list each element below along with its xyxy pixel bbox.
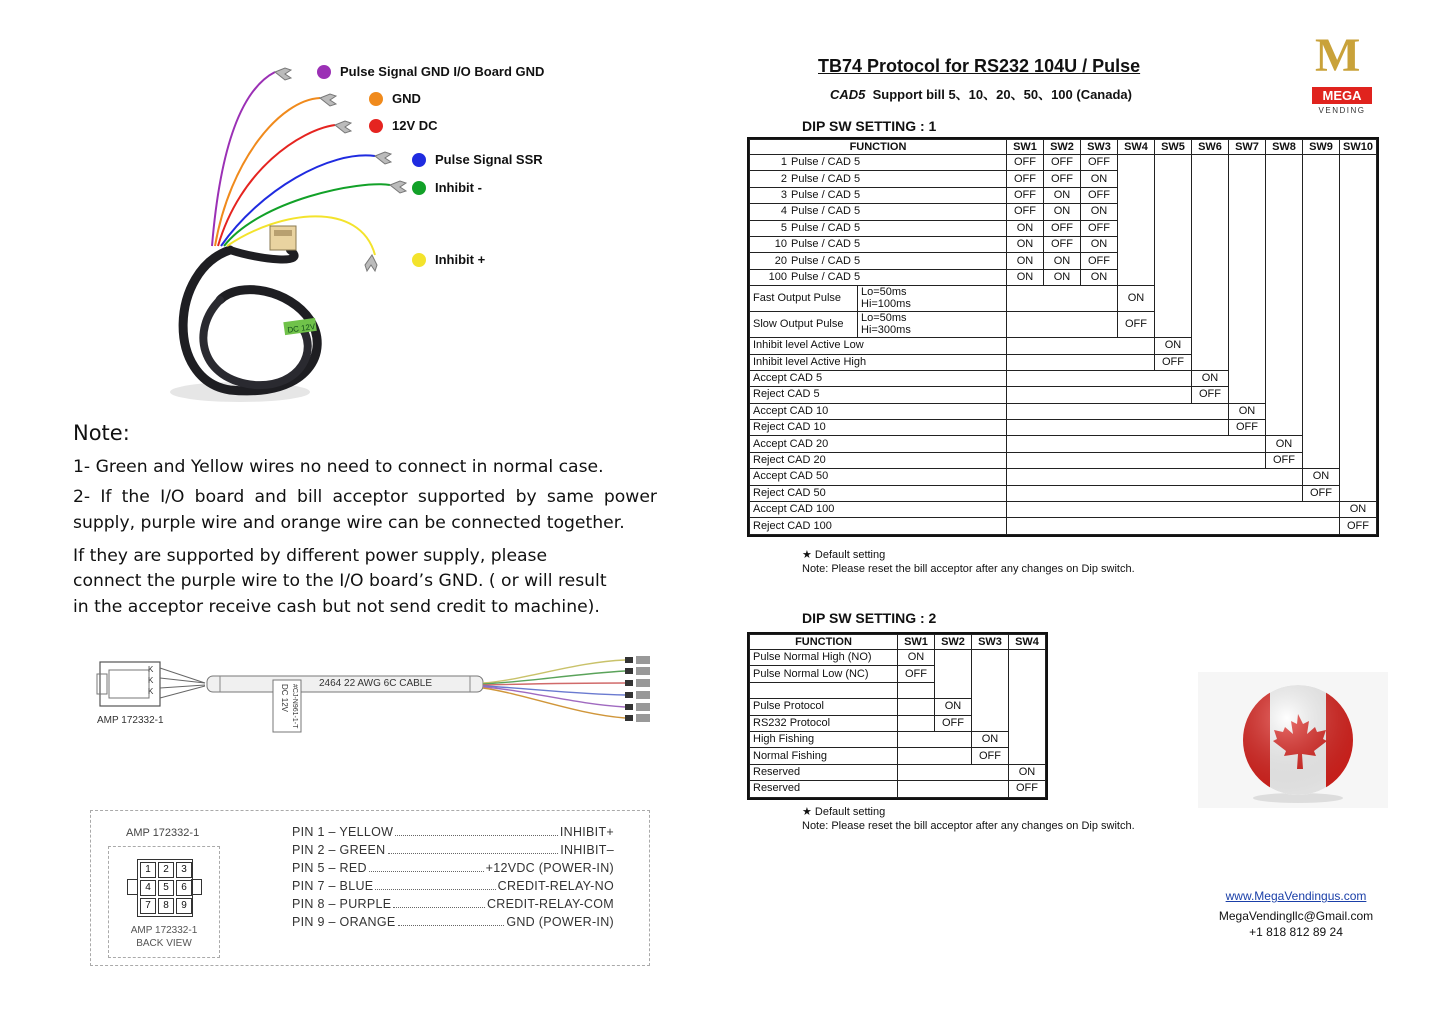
pin-left: PIN 9 – ORANGE bbox=[292, 915, 396, 929]
dip1-function-cell: Reject CAD 100 bbox=[750, 518, 1007, 534]
dip2-blank-cell bbox=[898, 731, 972, 747]
dip1-switch-value: ON bbox=[1266, 436, 1303, 452]
dip2-row bbox=[750, 781, 1046, 797]
dip1-switch-value: ON bbox=[1303, 469, 1340, 485]
dip1-function-cell bbox=[750, 204, 1007, 220]
legend-label: Pulse Signal SSR bbox=[435, 152, 543, 167]
green-dot-icon bbox=[412, 181, 426, 195]
dip1-bill-number: 1 bbox=[780, 156, 787, 169]
note-line-3c: in the acceptor receive cash but not send credit to machine). bbox=[73, 597, 600, 617]
dip2-blank-cell bbox=[898, 781, 1009, 797]
dip2-function-cell: Normal Fishing bbox=[750, 748, 898, 764]
logo-mega: MEGA bbox=[1312, 87, 1372, 104]
cable-drawing bbox=[95, 650, 655, 740]
dip2-row bbox=[750, 748, 1046, 764]
dip2-blank-cell bbox=[1009, 650, 1046, 765]
dip1-switch-value: ON bbox=[1229, 403, 1266, 419]
dip1-switch-value: OFF bbox=[1081, 155, 1118, 171]
website-link[interactable]: www.MegaVendingus.com bbox=[1225, 889, 1367, 903]
dip2-switch-value: ON bbox=[935, 699, 972, 715]
dip1-output-timing bbox=[857, 286, 911, 311]
dip1-output-lo: Lo=50ms bbox=[861, 312, 907, 325]
dip1-switch-value: ON bbox=[1118, 286, 1155, 312]
dip2-switch-value: OFF bbox=[935, 715, 972, 731]
dip2-function-cell: Pulse Normal Low (NC) bbox=[750, 666, 898, 682]
dip1-function-label: Pulse / CAD 5 bbox=[791, 254, 861, 267]
dip1-table bbox=[747, 137, 1379, 537]
blue-dot-icon bbox=[412, 153, 426, 167]
dip2-blank-cell bbox=[898, 748, 972, 764]
dip1-switch-value: OFF bbox=[1340, 518, 1377, 534]
legend-label: Pulse Signal GND I/O Board GND bbox=[340, 64, 545, 79]
pin-right: INHIBIT+ bbox=[559, 825, 614, 839]
dip1-function-cell bbox=[750, 171, 1007, 187]
dip2-function-cell: Reserved bbox=[750, 781, 898, 797]
dip1-header-sw: SW10 bbox=[1340, 140, 1377, 155]
dip1-function-label: Pulse / CAD 5 bbox=[791, 188, 861, 201]
dip2-footnote-default: ★ Default setting bbox=[802, 806, 886, 818]
dip1-switch-value: ON bbox=[1340, 502, 1377, 518]
dip2-row bbox=[750, 764, 1046, 780]
dip2-blank-cell bbox=[972, 650, 1009, 732]
dip1-title: DIP SW SETTING : 1 bbox=[802, 118, 937, 134]
purple-dot-icon bbox=[317, 65, 331, 79]
dip1-function-cell bbox=[750, 187, 1007, 203]
connector-back-view bbox=[108, 846, 220, 958]
note-line-2a: 2- If the I/O board and bill acceptor supported by same power bbox=[73, 487, 657, 507]
dip2-footnote-note: Note: Please reset the bill acceptor after any changes on Dip switch. bbox=[802, 820, 1135, 832]
pin-cell: 6 bbox=[176, 880, 192, 896]
pin-right: INHIBIT– bbox=[560, 843, 614, 857]
dip1-output-label: Fast Output Pulse bbox=[753, 292, 842, 305]
dip1-output-wrap bbox=[753, 286, 1006, 311]
dip1-switch-value: ON bbox=[1192, 370, 1229, 386]
dip1-switch-value: OFF bbox=[1192, 387, 1229, 403]
dip1-single-row bbox=[750, 502, 1377, 518]
dip2-function-cell: Reserved bbox=[750, 764, 898, 780]
dip1-header-sw: SW7 bbox=[1229, 140, 1266, 155]
dip1-bill-number: 10 bbox=[774, 238, 787, 251]
cable-connector-label: AMP 172332-1 bbox=[97, 715, 164, 726]
dip1-switch-value: OFF bbox=[1007, 187, 1044, 203]
dip1-switch-value: OFF bbox=[1044, 220, 1081, 236]
dip1-switch-value: OFF bbox=[1118, 312, 1155, 338]
dip1-bill-number: 3 bbox=[780, 188, 787, 201]
dip1-single-row bbox=[750, 436, 1377, 452]
legend-label: GND bbox=[392, 91, 421, 106]
dip2-header-sw: SW2 bbox=[935, 635, 972, 650]
dip1-blank-cell bbox=[1155, 155, 1192, 338]
dip1-switch-value: ON bbox=[1044, 253, 1081, 269]
dip1-switch-value: ON bbox=[1155, 338, 1192, 354]
contact-block bbox=[1210, 887, 1382, 940]
dip2-header-sw: SW4 bbox=[1009, 635, 1046, 650]
dip2-header-sw: SW3 bbox=[972, 635, 1009, 650]
dip1-function-cell: Reject CAD 20 bbox=[750, 452, 1007, 468]
dip1-single-row bbox=[750, 469, 1377, 485]
mega-vending-logo bbox=[1312, 29, 1372, 116]
dip1-function-cell bbox=[750, 286, 1007, 312]
dip1-function-cell bbox=[750, 269, 1007, 285]
dip1-blank-cell bbox=[1007, 436, 1266, 452]
cable-connector-k-labels bbox=[148, 664, 153, 697]
dip1-single-row bbox=[750, 518, 1377, 534]
dip1-function-cell bbox=[750, 220, 1007, 236]
dip1-blank-cell bbox=[1007, 452, 1266, 468]
dip1-output-timing bbox=[857, 312, 911, 337]
dip1-header-sw: SW6 bbox=[1192, 140, 1229, 155]
dip1-function-label: Pulse / CAD 5 bbox=[791, 221, 861, 234]
cable-spec-label: 2464 22 AWG 6C CABLE bbox=[319, 678, 433, 689]
pin-left: PIN 7 – BLUE bbox=[292, 879, 374, 893]
k-label: K bbox=[148, 665, 154, 674]
dip1-switch-value: OFF bbox=[1007, 155, 1044, 171]
dip1-function-cell: Inhibit level Active High bbox=[750, 354, 1007, 370]
dip2-blank-cell bbox=[898, 715, 935, 731]
canada-flag-icon bbox=[1198, 672, 1388, 808]
dip1-switch-value: ON bbox=[1081, 204, 1118, 220]
dip1-function-cell bbox=[750, 155, 1007, 171]
dip1-function-cell: Accept CAD 10 bbox=[750, 403, 1007, 419]
dip1-bill-number: 5 bbox=[780, 221, 787, 234]
pin-cell: 5 bbox=[158, 880, 174, 896]
dip2-row bbox=[750, 650, 1046, 666]
dip1-footnote-default: ★ Default setting bbox=[802, 549, 886, 561]
dip1-blank-cell bbox=[1118, 155, 1155, 286]
legend-item-orange bbox=[369, 91, 421, 106]
dip2-row bbox=[750, 731, 1046, 747]
pin-cell: 8 bbox=[158, 898, 174, 914]
back-view-label-2: BACK VIEW bbox=[136, 938, 192, 949]
dip1-switch-value: OFF bbox=[1081, 253, 1118, 269]
pin-left: PIN 1 – YELLOW bbox=[292, 825, 394, 839]
pin-left: PIN 8 – PURPLE bbox=[292, 897, 392, 911]
dip1-output-hi: Hi=100ms bbox=[861, 298, 911, 311]
dip1-switch-value: OFF bbox=[1044, 155, 1081, 171]
dip1-function-label: Pulse / CAD 5 bbox=[791, 205, 861, 218]
dip1-blank-cell bbox=[1007, 469, 1303, 485]
dip1-header-sw: SW3 bbox=[1081, 140, 1118, 155]
dip2-blank-cell bbox=[898, 764, 1009, 780]
dip1-switch-value: ON bbox=[1007, 269, 1044, 285]
dip1-footnote-note: Note: Please reset the bill acceptor after any changes on Dip switch. bbox=[802, 563, 1135, 575]
dip1-blank-cell bbox=[1266, 155, 1303, 436]
dip1-header-sw: SW9 bbox=[1303, 140, 1340, 155]
dip1-switch-value: ON bbox=[1081, 236, 1118, 252]
yellow-dot-icon bbox=[412, 253, 426, 267]
dip1-switch-value: OFF bbox=[1007, 171, 1044, 187]
dip1-blank-cell bbox=[1007, 286, 1118, 312]
dip1-function-cell: Inhibit level Active Low bbox=[750, 338, 1007, 354]
dip1-switch-value: ON bbox=[1007, 236, 1044, 252]
dip1-function-cell bbox=[750, 236, 1007, 252]
dip2-title: DIP SW SETTING : 2 bbox=[802, 610, 937, 626]
dip1-blank-cell bbox=[1007, 485, 1303, 501]
dip2-switch-value: OFF bbox=[1009, 781, 1046, 797]
dip1-switch-value: ON bbox=[1007, 220, 1044, 236]
dip1-function-label: Pulse / CAD 5 bbox=[791, 238, 861, 251]
dip1-header-sw: SW5 bbox=[1155, 140, 1192, 155]
logo-vending: VENDING bbox=[1318, 106, 1366, 115]
dip1-blank-cell bbox=[1007, 518, 1340, 534]
dip1-function-label: Pulse / CAD 5 bbox=[791, 156, 861, 169]
dip1-blank-cell bbox=[1007, 338, 1155, 354]
dip2-function-cell: Pulse Protocol bbox=[750, 699, 898, 715]
dip1-single-row bbox=[750, 452, 1377, 468]
dip1-blank-cell bbox=[1007, 403, 1229, 419]
dip2-switch-value: ON bbox=[898, 650, 935, 666]
dip1-function-cell bbox=[750, 312, 1007, 338]
dip1-blank-cell bbox=[1303, 155, 1340, 469]
note-title: Note: bbox=[73, 421, 130, 445]
k-label: K bbox=[148, 676, 154, 685]
dip1-switch-value: OFF bbox=[1266, 452, 1303, 468]
pin-right: +12VDC (POWER-IN) bbox=[485, 861, 614, 875]
cable-tag-text-1: DC 12V bbox=[280, 684, 289, 713]
dip1-function-cell: Reject CAD 10 bbox=[750, 420, 1007, 436]
dip2-switch-value: OFF bbox=[972, 748, 1009, 764]
legend-item-blue bbox=[412, 152, 543, 167]
pin-row bbox=[292, 841, 614, 859]
dip1-blank-cell bbox=[1007, 354, 1155, 370]
dip2-blank-cell bbox=[935, 650, 972, 699]
legend-item-red bbox=[369, 118, 438, 133]
pin-cell: 3 bbox=[176, 862, 192, 878]
doc-subtitle-text: Support bill 5、10、20、50、100 (Canada) bbox=[865, 87, 1132, 102]
legend-label: Inhibit - bbox=[435, 180, 482, 195]
dip1-function-cell: Reject CAD 5 bbox=[750, 387, 1007, 403]
dip1-output-wrap bbox=[753, 312, 1006, 337]
doc-title: TB74 Protocol for RS232 104U / Pulse bbox=[818, 56, 1141, 76]
dip1-function-cell: Accept CAD 100 bbox=[750, 502, 1007, 518]
dip1-switch-value: OFF bbox=[1007, 204, 1044, 220]
dip2-header-function: FUNCTION bbox=[750, 635, 898, 650]
phone-text: +1 818 812 89 24 bbox=[1249, 925, 1343, 939]
dip1-switch-value: OFF bbox=[1303, 485, 1340, 501]
dip1-switch-value: ON bbox=[1044, 187, 1081, 203]
dip1-header-sw: SW4 bbox=[1118, 140, 1155, 155]
dip1-blank-cell bbox=[1340, 155, 1377, 502]
dip1-single-row bbox=[750, 485, 1377, 501]
pin-row bbox=[292, 913, 614, 931]
dip2-table bbox=[747, 632, 1048, 800]
dip2-switch-value: OFF bbox=[898, 666, 935, 682]
legend-label: Inhibit + bbox=[435, 252, 486, 267]
pin-left: PIN 5 – RED bbox=[292, 861, 367, 875]
dip1-output-label: Slow Output Pulse bbox=[753, 318, 844, 331]
dip1-bill-number: 2 bbox=[780, 172, 787, 185]
dip1-switch-value: OFF bbox=[1081, 187, 1118, 203]
orange-dot-icon bbox=[369, 92, 383, 106]
dip2-function-cell: RS232 Protocol bbox=[750, 715, 898, 731]
dip1-blank-cell bbox=[1229, 155, 1266, 404]
dip1-bill-number: 100 bbox=[768, 270, 787, 283]
dip1-function-label: Pulse / CAD 5 bbox=[791, 172, 861, 185]
dip1-switch-value: OFF bbox=[1044, 236, 1081, 252]
note-line-3a: If they are supported by different power supply, please bbox=[73, 546, 548, 566]
pin-cell: 4 bbox=[140, 880, 156, 896]
pin-cell: 9 bbox=[176, 898, 192, 914]
dip1-output-lo: Lo=50ms bbox=[861, 286, 907, 299]
back-view-label-1: AMP 172332-1 bbox=[130, 925, 198, 936]
dip1-switch-value: ON bbox=[1081, 269, 1118, 285]
pinout-box bbox=[90, 810, 650, 966]
pin-right: CREDIT-RELAY-NO bbox=[497, 879, 614, 893]
email-text: MegaVendingllc@Gmail.com bbox=[1218, 909, 1374, 923]
dip1-header-row bbox=[750, 140, 1377, 155]
dip1-switch-value: OFF bbox=[1081, 220, 1118, 236]
dip1-blank-cell bbox=[1007, 502, 1340, 518]
legend-label: 12V DC bbox=[392, 118, 438, 133]
pin-row bbox=[292, 877, 614, 895]
dip1-output-hi: Hi=300ms bbox=[861, 324, 911, 337]
k-label: K bbox=[148, 687, 154, 696]
note-line-3b: connect the purple wire to the I/O board’s GND. ( or will result bbox=[73, 571, 607, 591]
dip2-function-cell: Pulse Normal High (NO) bbox=[750, 650, 898, 666]
dip1-bill-number: 20 bbox=[774, 254, 787, 267]
dip1-switch-value: ON bbox=[1044, 204, 1081, 220]
dip2-switch-value bbox=[898, 682, 935, 698]
dip1-function-cell: Accept CAD 20 bbox=[750, 436, 1007, 452]
pin-row bbox=[292, 823, 614, 841]
legend-item-purple bbox=[317, 64, 544, 79]
dip1-header-sw: SW2 bbox=[1044, 140, 1081, 155]
dip1-switch-value: ON bbox=[1081, 171, 1118, 187]
dip1-value-row bbox=[750, 155, 1377, 171]
dip1-switch-value: OFF bbox=[1155, 354, 1192, 370]
cable-tag-text-2: #CJ-N961-1-T bbox=[291, 684, 298, 729]
pin-row bbox=[292, 895, 614, 913]
dip2-switch-value: ON bbox=[972, 731, 1009, 747]
pin-row bbox=[292, 859, 614, 877]
pin-cell: 1 bbox=[140, 862, 156, 878]
red-dot-icon bbox=[369, 119, 383, 133]
legend-item-green bbox=[412, 180, 482, 195]
harness-tag-text: DC 12V bbox=[286, 321, 316, 335]
dip1-switch-value: ON bbox=[1044, 269, 1081, 285]
pin-right: CREDIT-RELAY-COM bbox=[486, 897, 614, 911]
dip2-header-row bbox=[750, 635, 1046, 650]
dip1-blank-cell bbox=[1007, 312, 1118, 338]
pin-left: PIN 2 – GREEN bbox=[292, 843, 386, 857]
pin-cell: 2 bbox=[158, 862, 174, 878]
doc-subtitle-cad: CAD5 bbox=[830, 87, 866, 102]
pin-cell: 7 bbox=[140, 898, 156, 914]
dip1-header-sw: SW8 bbox=[1266, 140, 1303, 155]
dip1-function-cell: Accept CAD 50 bbox=[750, 469, 1007, 485]
dip1-function-cell: Reject CAD 50 bbox=[750, 485, 1007, 501]
dip1-switch-value: ON bbox=[1007, 253, 1044, 269]
dip2-header-sw: SW1 bbox=[898, 635, 935, 650]
note-line-1: 1- Green and Yellow wires no need to connect in normal case. bbox=[73, 457, 604, 477]
dip1-blank-cell bbox=[1007, 420, 1229, 436]
legend-item-yellow bbox=[412, 252, 485, 267]
dip1-header-sw: SW1 bbox=[1007, 140, 1044, 155]
dip1-function-cell: Accept CAD 5 bbox=[750, 370, 1007, 386]
logo-m-icon: M bbox=[1315, 29, 1361, 82]
dip1-function-cell bbox=[750, 253, 1007, 269]
harness-illustration bbox=[160, 50, 330, 420]
dip1-function-label: Pulse / CAD 5 bbox=[791, 270, 861, 283]
dip2-function-cell: High Fishing bbox=[750, 731, 898, 747]
dip1-switch-value: OFF bbox=[1229, 420, 1266, 436]
pinout-connector-title: AMP 172332-1 bbox=[126, 827, 200, 839]
pin-right: GND (POWER-IN) bbox=[506, 915, 614, 929]
pin-list bbox=[292, 823, 614, 931]
dip2-function-cell bbox=[750, 682, 898, 698]
dip2-blank-cell bbox=[898, 699, 935, 715]
dip1-bill-number: 4 bbox=[780, 205, 787, 218]
dip2-switch-value: ON bbox=[1009, 764, 1046, 780]
dip1-header-function: FUNCTION bbox=[750, 140, 1007, 155]
dip1-switch-value: OFF bbox=[1044, 171, 1081, 187]
dip1-blank-cell bbox=[1007, 370, 1192, 386]
doc-subtitle bbox=[830, 84, 1132, 103]
dip1-blank-cell bbox=[1007, 387, 1192, 403]
note-line-2b: supply, purple wire and orange wire can be connected together. bbox=[73, 513, 625, 533]
dip1-blank-cell bbox=[1192, 155, 1229, 371]
